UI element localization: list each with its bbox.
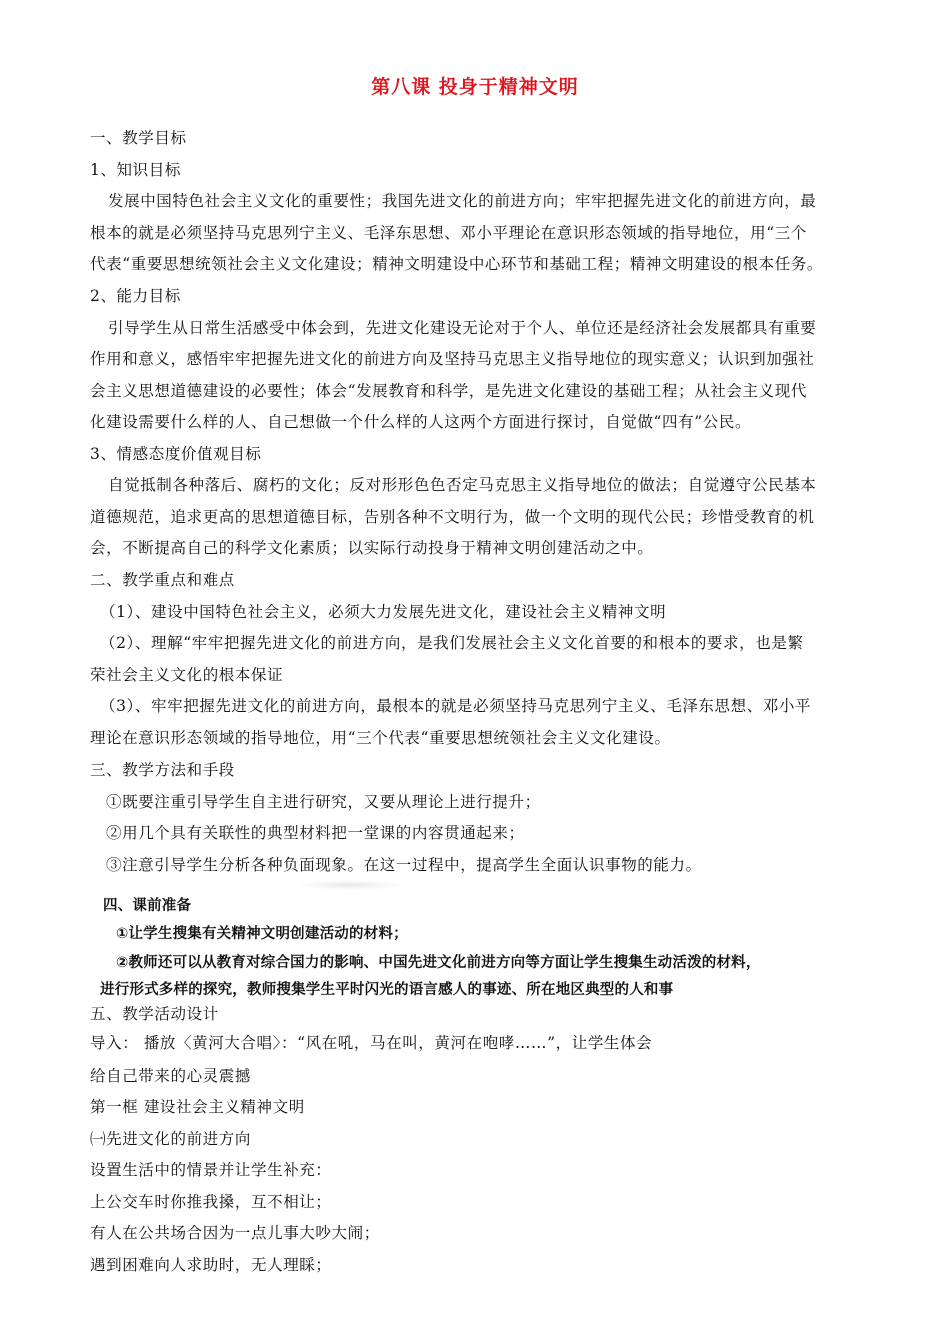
paragraph-line: 给自己带来的心灵震撼: [90, 1067, 252, 1085]
paragraph-line: 会主义思想道德建设的必要性；体会“发展教育和科学，是先进文化建设的基础工程；从社会主义现代: [90, 382, 807, 400]
paragraph-line: 引导学生从日常生活感受中体会到，先进文化建设无论对于个人、单位还是经济社会发展都具有重要: [108, 319, 817, 337]
paragraph-line: 有人在公共场合因为一点儿事大吵大闹；: [90, 1224, 380, 1242]
section-heading-methods: 三、教学方法和手段: [90, 761, 235, 779]
paragraph-line: 代表“重要思想统领社会主义文化建设；精神文明建设中心环节和基础工程；精神文明建设的根本任务。: [90, 255, 824, 273]
list-item: （1）、建设中国特色社会主义，必须大力发展先进文化，建设社会主义精神文明: [100, 603, 667, 621]
paragraph-line: 作用和意义，感悟牢牢把握先进文化的前进方向及坚持马克思主义指导地位的现实意义；认识到加强社: [90, 350, 815, 368]
scan-smudge: [295, 880, 405, 890]
paragraph-line: 根本的就是必须坚持马克思列宁主义、毛泽东思想、邓小平理论在意识形态领域的指导地位，用“三个: [90, 224, 807, 242]
paragraph-line: 导入： 播放〈黄河大合唱〉：“风在吼，马在叫，黄河在咆哮……”，让学生体会: [90, 1034, 653, 1052]
subheading-knowledge: 1、知识目标: [90, 161, 181, 179]
paragraph-line: 进行形式多样的探究，教师搜集学生平时闪光的语言感人的事迹、所在地区典型的人和事: [100, 982, 674, 998]
section-heading-preparation: 四、课前准备: [103, 898, 192, 914]
subheading-ability: 2、能力目标: [90, 287, 181, 305]
section-heading-key-points: 二、教学重点和难点: [90, 571, 235, 589]
paragraph-line: 荣社会主义文化的根本保证: [90, 666, 284, 684]
paragraph-line: 道德规范，追求更高的思想道德目标，告别各种不文明行为，做一个文明的现代公民；珍惜受教育的机: [90, 508, 815, 526]
list-item: ①既要注重引导学生自主进行研究，又要从理论上进行提升；: [106, 793, 541, 811]
list-item: ②教师还可以从教育对综合国力的影响、中国先进文化前进方向等方面让学生搜集生动活泼的材料，: [116, 955, 761, 971]
list-item: （2）、理解“牢牢把握先进文化的前进方向，是我们发展社会主义文化首要的和根本的要求，也是繁: [100, 634, 804, 652]
section-heading-activities: 五、教学活动设计: [90, 1005, 219, 1023]
list-item: （3）、牢牢把握先进文化的前进方向，最根本的就是必须坚持马克思列宁主义、毛泽东思想、邓小平: [100, 697, 812, 715]
paragraph-line: 上公交车时你推我搡，互不相让；: [90, 1193, 332, 1211]
list-item: ②用几个具有关联性的典型材料把一堂课的内容贯通起来；: [106, 824, 525, 842]
paragraph-line: 化建设需要什么样的人、自己想做一个什么样的人这两个方面进行探讨，自觉做“四有”公民。: [90, 413, 752, 431]
section-heading-objectives: 一、教学目标: [90, 129, 187, 147]
paragraph-line: 设置生活中的情景并让学生补充：: [90, 1161, 332, 1179]
paragraph-line: 发展中国特色社会主义文化的重要性；我国先进文化的前进方向；牢牢把握先进文化的前进方向，最: [108, 192, 817, 210]
subheading-advanced-culture: ㈠先进文化的前进方向: [90, 1130, 252, 1148]
subheading-frame-one: 第一框 建设社会主义精神文明: [90, 1098, 305, 1116]
paragraph-line: 理论在意识形态领域的指导地位，用“三个代表“重要思想统领社会主义文化建设。: [90, 729, 671, 747]
subheading-attitude: 3、情感态度价值观目标: [90, 445, 262, 463]
page-title: 第八课 投身于精神文明: [371, 76, 579, 98]
list-item: ①让学生搜集有关精神文明创建活动的材料；: [116, 926, 408, 942]
paragraph-line: 会，不断提高自己的科学文化素质；以实际行动投身于精神文明创建活动之中。: [90, 539, 654, 557]
paragraph-line: 自觉抵制各种落后、腐朽的文化；反对形形色色否定马克思主义指导地位的做法；自觉遵守公民基本: [108, 476, 817, 494]
list-item: ③注意引导学生分析各种负面现象。在这一过程中，提高学生全面认识事物的能力。: [106, 856, 702, 874]
paragraph-line: 遇到困难向人求助时，无人理睬；: [90, 1256, 332, 1274]
